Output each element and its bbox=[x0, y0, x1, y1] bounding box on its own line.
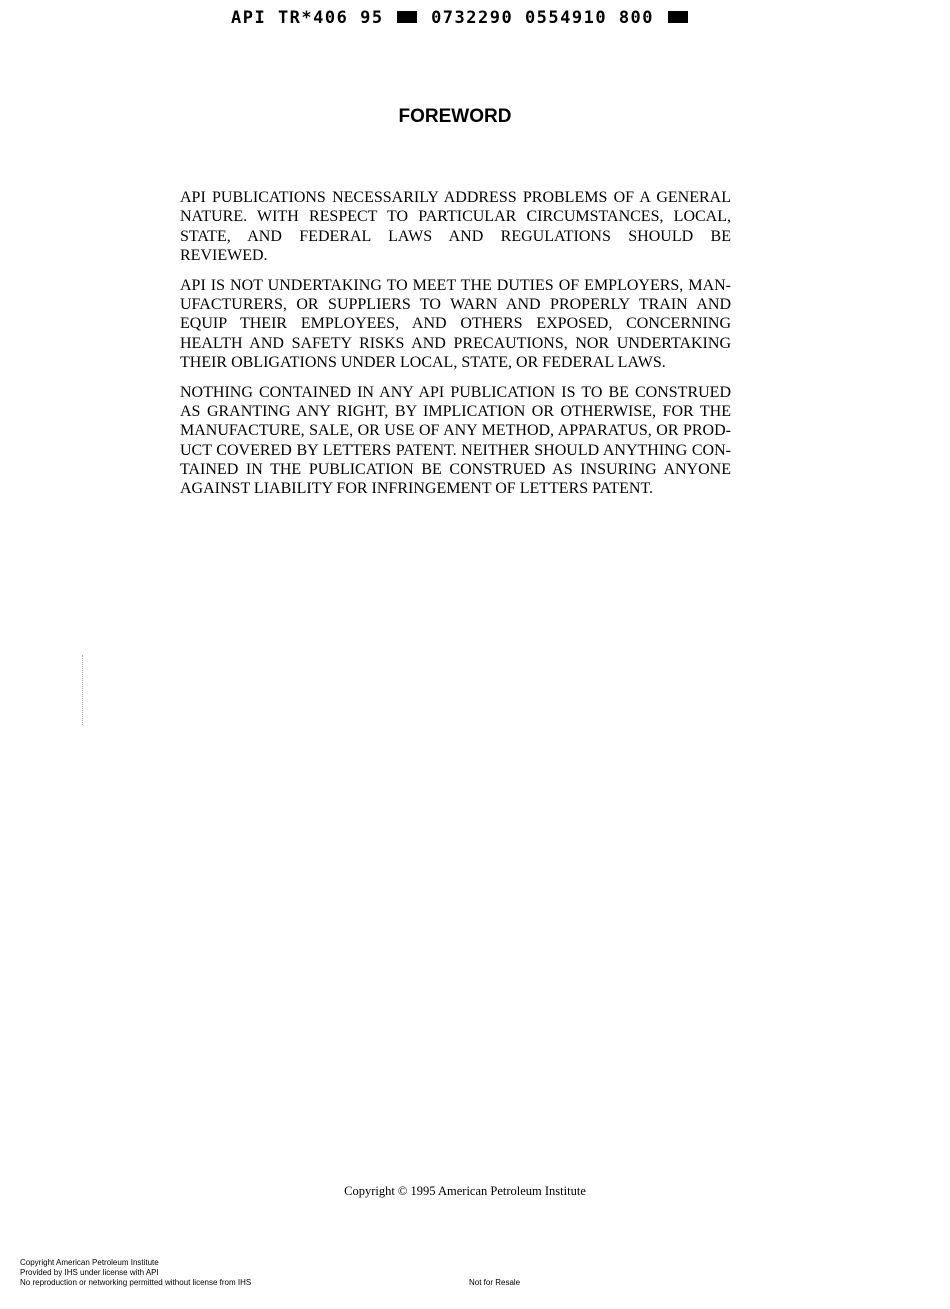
footer-line: Copyright American Petroleum Institute bbox=[20, 1258, 159, 1267]
header-code-2: 0732290 0554910 800 bbox=[431, 8, 655, 28]
paragraph-line: API IS NOT UNDERTAKING TO MEET THE DUTIES OF EMPLOYERS, MAN- bbox=[180, 276, 731, 294]
paragraph-line: THEIR OBLIGATIONS UNDER LOCAL, STATE, OR FEDERAL LAWS. bbox=[180, 354, 666, 372]
black-box-mark bbox=[668, 11, 688, 23]
paragraph bbox=[180, 276, 731, 373]
paragraph-line: AS GRANTING ANY RIGHT, BY IMPLICATION OR OTHERWISE, FOR THE bbox=[180, 402, 731, 420]
header-code-1: API TR*406 95 bbox=[231, 8, 384, 28]
paragraph-line: NATURE. WITH RESPECT TO PARTICULAR CIRCUMSTANCES, LOCAL, bbox=[180, 208, 731, 226]
paragraph-line: TAINED IN THE PUBLICATION BE CONSTRUED AS INSURING ANYONE bbox=[180, 461, 731, 479]
paragraph-line: NOTHING CONTAINED IN ANY API PUBLICATION IS TO BE CONSTRUED bbox=[180, 383, 731, 401]
black-box-mark bbox=[397, 11, 417, 23]
paragraph bbox=[180, 383, 731, 499]
paragraph-line: UFACTURERS, OR SUPPLIERS TO WARN AND PROPERLY TRAIN AND bbox=[180, 295, 731, 313]
paragraph-line: AGAINST LIABILITY FOR INFRINGEMENT OF LETTERS PATENT. bbox=[180, 480, 654, 498]
foreword-body bbox=[180, 188, 731, 509]
paragraph-line: REVIEWED. bbox=[180, 247, 268, 265]
scan-artifact bbox=[82, 655, 84, 725]
page-title: FOREWORD bbox=[398, 106, 512, 127]
license-footer bbox=[20, 1258, 251, 1288]
copyright-notice: Copyright © 1995 American Petroleum Institute bbox=[344, 1184, 586, 1198]
footer-line: Provided by IHS under license with API bbox=[20, 1268, 159, 1277]
paragraph bbox=[180, 188, 731, 266]
paragraph-line: UCT COVERED BY LETTERS PATENT. NEITHER SHOULD ANYTHING CON- bbox=[180, 441, 731, 459]
paragraph-line: STATE, AND FEDERAL LAWS AND REGULATIONS SHOULD BE bbox=[180, 227, 731, 245]
footer-line: No reproduction or networking permitted without license from IHS bbox=[20, 1278, 252, 1287]
paragraph-line: API PUBLICATIONS NECESSARILY ADDRESS PROBLEMS OF A GENERAL bbox=[180, 189, 731, 206]
not-for-resale: Not for Resale bbox=[469, 1278, 521, 1287]
paragraph-line: EQUIP THEIR EMPLOYEES, AND OTHERS EXPOSED, CONCERNING bbox=[180, 315, 731, 333]
paragraph-line: HEALTH AND SAFETY RISKS AND PRECAUTIONS, NOR UNDERTAKING bbox=[180, 334, 731, 352]
document-code-header bbox=[231, 8, 690, 28]
paragraph-line: MANUFACTURE, SALE, OR USE OF ANY METHOD, APPARATUS, OR PROD- bbox=[180, 422, 731, 440]
